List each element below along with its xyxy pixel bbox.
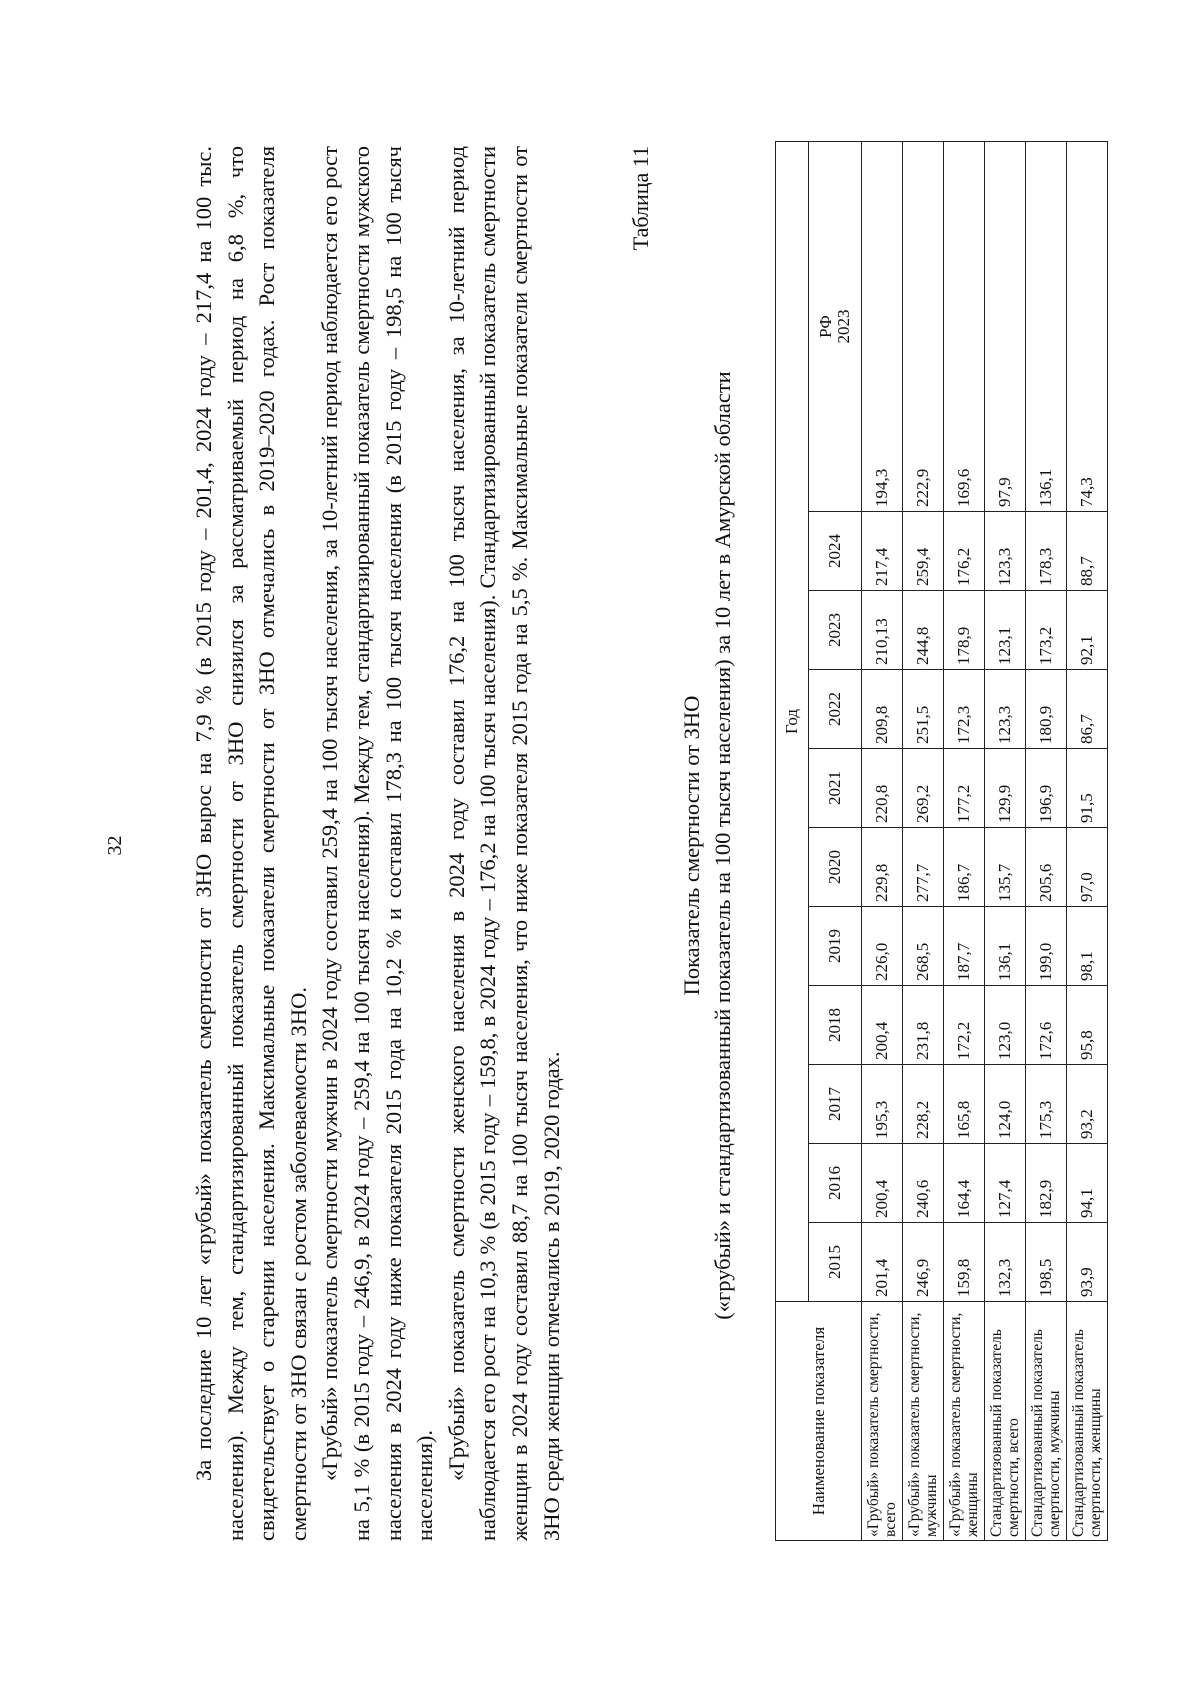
paragraph-2: «Грубый» показатель смертности мужчин в 2024 году составил 259,4 на 100 тысяч населения, за 10-летний период наблюдается его рост на 5,1 % (в 2015 году – 246,9, в 2024 году – 259,4 на 100 тысяч населения). Между тем, стандартизированный показатель смертности мужского населения в 2024 году ниже показателя 2015 года на 10,2 % и составил 178,3 на 100 тысяч населения (в 2015 году – 198,5 на 100 тысяч населения). [317,146,438,1541]
table-cell: 251,5 [903,670,944,749]
table-cell: 198,5 [1026,1223,1067,1302]
table-cell: 186,7 [944,828,985,907]
table-cell: 172,3 [944,670,985,749]
table-cell: 200,4 [862,1144,903,1223]
row-name: Стандартизованный показатель смертности, женщины [1067,1302,1108,1541]
table-cell: 180,9 [1026,670,1067,749]
table-cell: 88,7 [1067,512,1108,591]
year-header: 2022 [809,670,862,749]
table-cell: 246,9 [903,1223,944,1302]
table-cell: 240,6 [903,1144,944,1223]
table-cell: 164,4 [944,1144,985,1223]
table-cell: 123,3 [985,670,1026,749]
table-cell: 222,9 [903,142,944,512]
table-cell: 165,8 [944,1065,985,1144]
body-text [188,146,567,1541]
table-row [985,142,1026,1541]
table-cell: 244,8 [903,591,944,670]
year-header: 2023 [809,591,862,670]
table-cell: 176,2 [944,512,985,591]
table-cell: 210,13 [862,591,903,670]
table-cell: 92,1 [1067,591,1108,670]
table-cell: 74,3 [1067,142,1108,512]
row-name: «Грубый» показатель смертности, женщины [944,1302,985,1541]
table-row [903,142,944,1541]
paragraph-3: «Грубый» показатель смертности женского населения в 2024 году составил 176,2 на 100 тысяч населения, за 10-летний период наблюдается его рост на 10,3 % (в 2015 году – 159,8, в 2024 году – 176,2 на 100 тысяч населения). Стандартизированный показатель смертности женщин в 2024 году составил 88,7 на 100 тысяч населения, что ниже показателя 2015 года на 5,5 %. Максимальные показатели смертности от ЗНО среди женщин отмечались в 2019, 2020 годах. [443,146,564,1541]
table-cell: 177,2 [944,749,985,828]
table-cell: 178,9 [944,591,985,670]
table-title-line-2: («грубый» и стандартизованный показатель на 100 тысяч населения) за 10 лет в Амурской области [710,371,735,1320]
table-cell: 95,8 [1067,986,1108,1065]
table-cell: 259,4 [903,512,944,591]
table-cell: 169,6 [944,142,985,512]
table-cell: 226,0 [862,907,903,986]
table-cell: 217,4 [862,512,903,591]
table-cell: 175,3 [1026,1065,1067,1144]
rf-header-label: РФ [816,315,835,338]
table-cell: 91,5 [1067,749,1108,828]
table-row [1067,142,1108,1541]
rf-header-year: 2023 [834,309,853,344]
table-title-line-1: Показатель смертности от ЗНО [679,695,704,996]
table-title [676,0,738,1691]
page-number: 32 [104,835,126,856]
table-cell: 182,9 [1026,1144,1067,1223]
table-cell: 195,3 [862,1065,903,1144]
table-cell: 123,0 [985,986,1026,1065]
table-cell: 123,1 [985,591,1026,670]
table-cell: 135,7 [985,828,1026,907]
table-cell: 196,9 [1026,749,1067,828]
year-header: 2017 [809,1065,862,1144]
table-cell: 209,8 [862,670,903,749]
table-cell: 93,2 [1067,1065,1108,1144]
table-cell: 94,1 [1067,1144,1108,1223]
paragraph-1: За последние 10 лет «грубый» показатель смертности от ЗНО вырос на 7,9 % (в 2015 году – 201,4, 2024 году – 217,4 на 100 тыс. населения). Между тем, стандартизированный показатель смертности от ЗНО снизился за рассматриваемый период на 6,8 %, что свидетельствует о старении населения. Максимальные показатели смертности от ЗНО отмечались в 2019–2020 годах. Рост показателя смертности от ЗНО связан с ростом заболеваемости ЗНО. [191,146,311,1541]
table-row [1026,142,1067,1541]
table-cell: 127,4 [985,1144,1026,1223]
table-cell: 231,8 [903,986,944,1065]
row-name: «Грубый» показатель смертности, мужчины [903,1302,944,1541]
table-cell: 194,3 [862,142,903,512]
table-cell: 199,0 [1026,907,1067,986]
year-header: 2016 [809,1144,862,1223]
table-cell: 93,9 [1067,1223,1108,1302]
table-cell: 220,8 [862,749,903,828]
rf-header [809,142,862,512]
year-header: 2015 [809,1223,862,1302]
row-name: Стандартизованный показатель смертности, всего [985,1302,1026,1541]
table-cell: 173,2 [1026,591,1067,670]
table-row [944,142,985,1541]
table-cell: 159,8 [944,1223,985,1302]
table-cell: 132,3 [985,1223,1026,1302]
year-group-header: Год [776,142,809,1302]
table-cell: 228,2 [903,1065,944,1144]
mortality-table [775,141,1108,1541]
table-cell: 268,5 [903,907,944,986]
table-cell: 136,1 [985,907,1026,986]
table-cell: 201,4 [862,1223,903,1302]
row-name: «Грубый» показатель смертности, всего [862,1302,903,1541]
name-column-header: Наименование показателя [776,1302,862,1541]
table-cell: 172,2 [944,986,985,1065]
table-cell: 178,3 [1026,512,1067,591]
table-cell: 277,7 [903,828,944,907]
table-cell: 97,0 [1067,828,1108,907]
table-cell: 97,9 [985,142,1026,512]
table-cell: 200,4 [862,986,903,1065]
table-cell: 205,6 [1026,828,1067,907]
table-body [862,142,1108,1541]
table-row [862,142,903,1541]
table-cell: 136,1 [1026,142,1067,512]
year-header: 2019 [809,907,862,986]
year-header: 2018 [809,986,862,1065]
table-cell: 172,6 [1026,986,1067,1065]
table-header-row [776,142,809,1541]
table-cell: 187,7 [944,907,985,986]
year-header: 2021 [809,749,862,828]
table-cell: 129,9 [985,749,1026,828]
year-header: 2024 [809,512,862,591]
year-header: 2020 [809,828,862,907]
table-cell: 98,1 [1067,907,1108,986]
table-cell: 269,2 [903,749,944,828]
table-cell: 229,8 [862,828,903,907]
table-cell: 86,7 [1067,670,1108,749]
table-cell: 123,3 [985,512,1026,591]
table-cell: 124,0 [985,1065,1026,1144]
row-name: Стандартизованный показатель смертности, мужчины [1026,1302,1067,1541]
table-label: Таблица 11 [628,146,653,251]
